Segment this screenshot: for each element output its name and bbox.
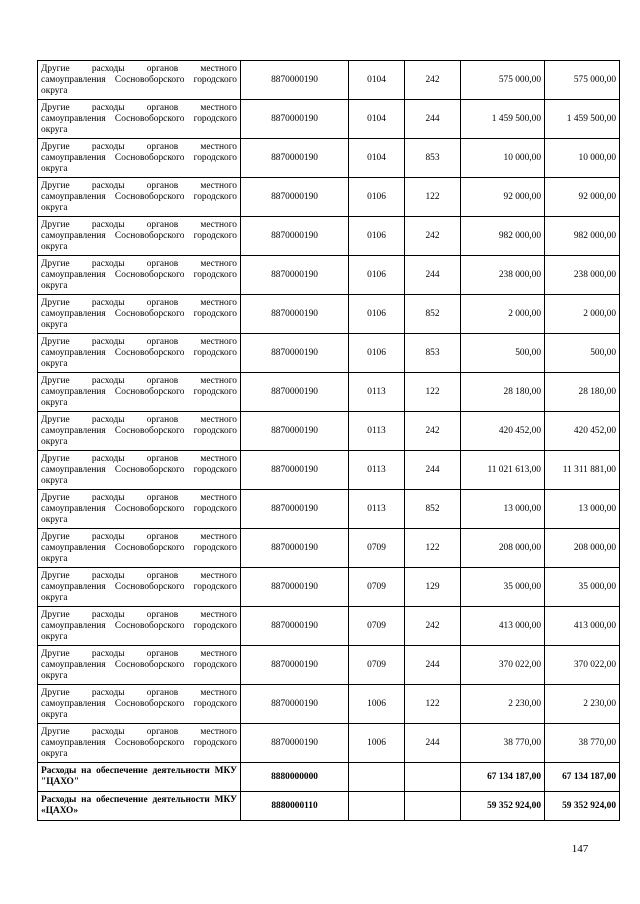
amount-cell-1: 11 021 613,00 [461,451,545,490]
amount-cell-2: 500,00 [545,334,620,373]
table-row [38,334,620,373]
section-code-cell: 0709 [349,568,405,607]
target-article-code-cell: 8870000190 [241,178,349,217]
target-article-code-cell: 8870000190 [241,685,349,724]
amount-cell-2: 982 000,00 [545,217,620,256]
expense-name-cell: Другие расходы органов местного самоуправления Сосновоборского городского округа [38,490,241,529]
table-row-total [38,792,620,821]
expense-type-code-cell: 852 [405,295,461,334]
table-row [38,568,620,607]
target-article-code-cell: 8870000190 [241,217,349,256]
section-code-cell: 0104 [349,61,405,100]
target-article-code-cell: 8870000190 [241,61,349,100]
expense-type-code-cell: 244 [405,100,461,139]
expense-type-code-cell: 244 [405,451,461,490]
table-row [38,61,620,100]
amount-cell-2: 575 000,00 [545,61,620,100]
amount-cell-2: 370 022,00 [545,646,620,685]
amount-cell-1: 10 000,00 [461,139,545,178]
expense-name-cell: Другие расходы органов местного самоуправления Сосновоборского городского округа [38,373,241,412]
amount-cell-2: 413 000,00 [545,607,620,646]
amount-cell-2: 2 000,00 [545,295,620,334]
amount-cell-1: 35 000,00 [461,568,545,607]
expense-name-cell: Другие расходы органов местного самоуправления Сосновоборского городского округа [38,100,241,139]
section-code-cell: 0709 [349,607,405,646]
expense-type-code-cell: 244 [405,256,461,295]
amount-cell-1: 28 180,00 [461,373,545,412]
expense-name-cell: Другие расходы органов местного самоуправления Сосновоборского городского округа [38,217,241,256]
expense-name-cell: Другие расходы органов местного самоуправления Сосновоборского городского округа [38,178,241,217]
table-row [38,100,620,139]
target-article-code-cell: 8870000190 [241,412,349,451]
amount-cell-2: 11 311 881,00 [545,451,620,490]
expense-name-cell: Другие расходы органов местного самоуправления Сосновоборского городского округа [38,334,241,373]
section-code-cell: 0106 [349,295,405,334]
section-code-cell: 0106 [349,217,405,256]
target-article-code-cell: 8870000190 [241,724,349,763]
expense-name-cell: Другие расходы органов местного самоуправления Сосновоборского городского округа [38,412,241,451]
section-code-cell [349,792,405,821]
section-code-cell: 0709 [349,646,405,685]
expense-type-code-cell: 129 [405,568,461,607]
target-article-code-cell: 8870000190 [241,568,349,607]
expense-name-cell: Другие расходы органов местного самоуправления Сосновоборского городского округа [38,295,241,334]
table-row [38,412,620,451]
amount-cell-1: 420 452,00 [461,412,545,451]
expense-name-cell: Другие расходы органов местного самоуправления Сосновоборского городского округа [38,685,241,724]
amount-cell-2: 35 000,00 [545,568,620,607]
target-article-code-cell: 8880000000 [241,763,349,792]
expense-type-code-cell: 122 [405,373,461,412]
amount-cell-1: 413 000,00 [461,607,545,646]
expense-type-code-cell: 244 [405,724,461,763]
target-article-code-cell: 8870000190 [241,100,349,139]
expense-name-cell: Другие расходы органов местного самоуправления Сосновоборского городского округа [38,724,241,763]
expense-name-cell: Другие расходы органов местного самоуправления Сосновоборского городского округа [38,607,241,646]
amount-cell-2: 1 459 500,00 [545,100,620,139]
amount-cell-2: 38 770,00 [545,724,620,763]
target-article-code-cell: 8870000190 [241,139,349,178]
expense-type-code-cell [405,792,461,821]
amount-cell-1: 575 000,00 [461,61,545,100]
expense-type-code-cell: 244 [405,646,461,685]
expense-name-cell: Другие расходы органов местного самоуправления Сосновоборского городского округа [38,529,241,568]
table-row [38,295,620,334]
amount-cell-2: 238 000,00 [545,256,620,295]
expense-type-code-cell [405,763,461,792]
expense-name-cell: Расходы на обеспечение деятельности МКУ "ЦАХО" [38,763,241,792]
expense-type-code-cell: 242 [405,607,461,646]
section-code-cell: 0113 [349,373,405,412]
amount-cell-1: 67 134 187,00 [461,763,545,792]
target-article-code-cell: 8870000190 [241,256,349,295]
amount-cell-2: 420 452,00 [545,412,620,451]
expense-type-code-cell: 853 [405,139,461,178]
amount-cell-1: 208 000,00 [461,529,545,568]
target-article-code-cell: 8870000190 [241,490,349,529]
section-code-cell: 0113 [349,451,405,490]
section-code-cell [349,763,405,792]
table-row [38,685,620,724]
expense-type-code-cell: 853 [405,334,461,373]
table-row [38,607,620,646]
amount-cell-2: 10 000,00 [545,139,620,178]
expense-name-cell: Другие расходы органов местного самоуправления Сосновоборского городского округа [38,139,241,178]
target-article-code-cell: 8870000190 [241,373,349,412]
section-code-cell: 1006 [349,685,405,724]
expense-name-cell: Расходы на обеспечение деятельности МКУ «ЦАХО» [38,792,241,821]
table-row [38,139,620,178]
amount-cell-2: 208 000,00 [545,529,620,568]
amount-cell-1: 370 022,00 [461,646,545,685]
amount-cell-2: 59 352 924,00 [545,792,620,821]
expense-type-code-cell: 242 [405,61,461,100]
section-code-cell: 0106 [349,178,405,217]
amount-cell-1: 2 230,00 [461,685,545,724]
section-code-cell: 0106 [349,256,405,295]
expense-name-cell: Другие расходы органов местного самоуправления Сосновоборского городского округа [38,451,241,490]
amount-cell-1: 238 000,00 [461,256,545,295]
target-article-code-cell: 8870000190 [241,607,349,646]
table-row [38,646,620,685]
expense-name-cell: Другие расходы органов местного самоуправления Сосновоборского городского округа [38,61,241,100]
table-row [38,451,620,490]
amount-cell-1: 13 000,00 [461,490,545,529]
expense-type-code-cell: 852 [405,490,461,529]
table-row [38,724,620,763]
target-article-code-cell: 8870000190 [241,451,349,490]
section-code-cell: 0709 [349,529,405,568]
amount-cell-1: 2 000,00 [461,295,545,334]
expense-type-code-cell: 122 [405,685,461,724]
section-code-cell: 0104 [349,139,405,178]
table-body [38,61,620,821]
amount-cell-1: 38 770,00 [461,724,545,763]
target-article-code-cell: 8870000190 [241,646,349,685]
amount-cell-2: 92 000,00 [545,178,620,217]
target-article-code-cell: 8870000190 [241,295,349,334]
table-row [38,256,620,295]
section-code-cell: 1006 [349,724,405,763]
amount-cell-1: 500,00 [461,334,545,373]
amount-cell-2: 28 180,00 [545,373,620,412]
amount-cell-1: 59 352 924,00 [461,792,545,821]
amount-cell-2: 2 230,00 [545,685,620,724]
amount-cell-2: 67 134 187,00 [545,763,620,792]
section-code-cell: 0113 [349,490,405,529]
table-row [38,217,620,256]
amount-cell-1: 982 000,00 [461,217,545,256]
amount-cell-2: 13 000,00 [545,490,620,529]
section-code-cell: 0113 [349,412,405,451]
expense-name-cell: Другие расходы органов местного самоуправления Сосновоборского городского округа [38,646,241,685]
amount-cell-1: 92 000,00 [461,178,545,217]
table-row [38,178,620,217]
table-row [38,529,620,568]
table-row [38,490,620,529]
section-code-cell: 0104 [349,100,405,139]
table-row [38,373,620,412]
page-number: 147 [571,843,589,855]
amount-cell-1: 1 459 500,00 [461,100,545,139]
expense-type-code-cell: 122 [405,529,461,568]
table-row-total [38,763,620,792]
target-article-code-cell: 8880000110 [241,792,349,821]
expense-name-cell: Другие расходы органов местного самоуправления Сосновоборского городского округа [38,568,241,607]
expense-type-code-cell: 242 [405,412,461,451]
budget-table [37,60,620,821]
expense-type-code-cell: 242 [405,217,461,256]
expense-type-code-cell: 122 [405,178,461,217]
target-article-code-cell: 8870000190 [241,529,349,568]
target-article-code-cell: 8870000190 [241,334,349,373]
section-code-cell: 0106 [349,334,405,373]
expense-name-cell: Другие расходы органов местного самоуправления Сосновоборского городского округа [38,256,241,295]
